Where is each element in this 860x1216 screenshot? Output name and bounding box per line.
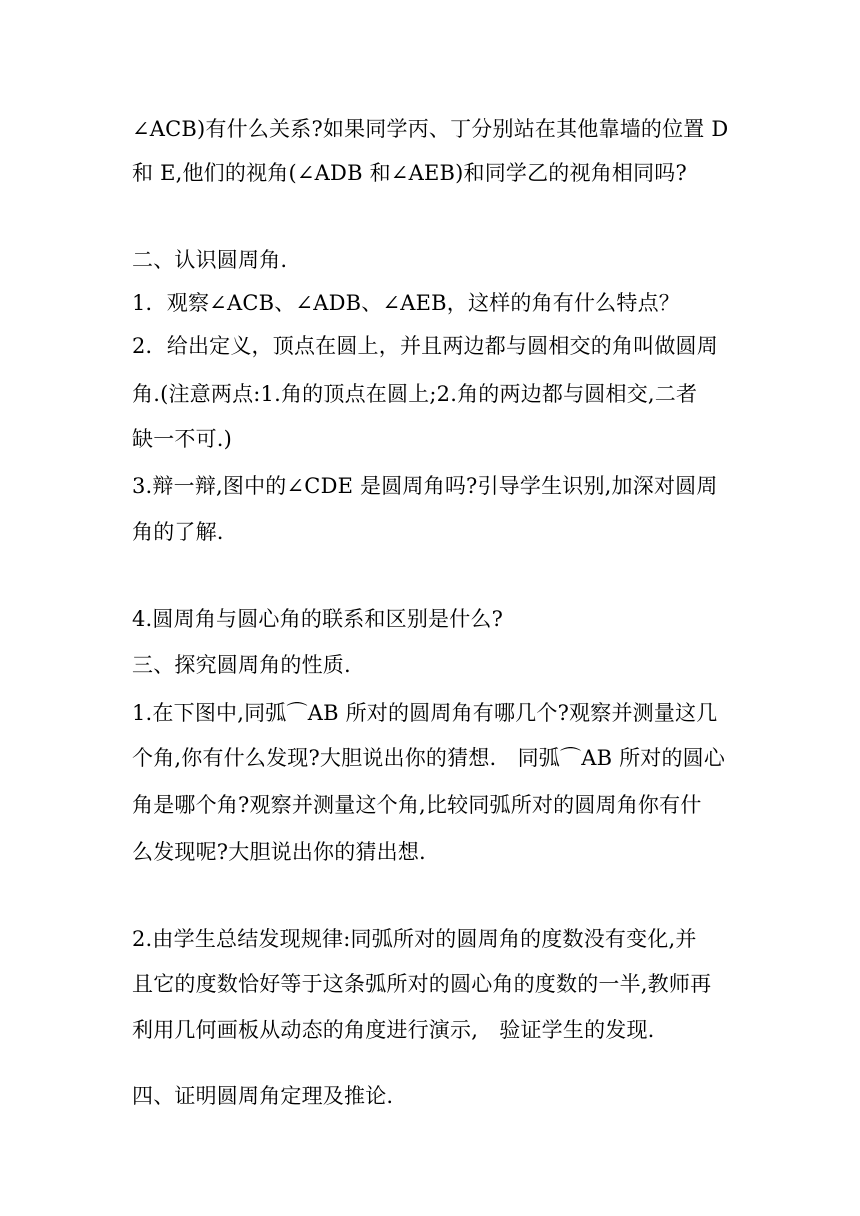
section-heading: 三、探究圆周角的性质. bbox=[132, 653, 351, 677]
section-heading: 二、认识圆周角. bbox=[132, 248, 288, 272]
text-line: ∠ACB)有什么关系?如果同学丙、丁分别站在其他靠墙的位置 D bbox=[132, 117, 729, 141]
text-line: 4.圆周角与圆心角的联系和区别是什么? bbox=[132, 607, 504, 631]
text-line: 1.在下图中,同弧⌒AB 所对的圆周角有哪几个?观察并测量这几 bbox=[132, 701, 718, 725]
text-line: 1．观察∠ACB、∠ADB、∠AEB，这样的角有什么特点？ bbox=[132, 291, 680, 315]
text-line: 2.由学生总结发现规律:同弧所对的圆周角的度数没有变化,并 bbox=[132, 927, 697, 951]
text-line: 角是哪个角?观察并测量这个角,比较同弧所对的圆周角你有什 bbox=[132, 793, 702, 817]
text-line: 角.(注意两点:1.角的顶点在圆上;2.角的两边都与圆相交,二者 bbox=[132, 382, 698, 406]
text-line: 利用几何画板从动态的角度进行演示, 验证学生的发现. bbox=[132, 1018, 655, 1042]
text-line: 缺一不可.) bbox=[132, 427, 233, 451]
text-line: 3.辩一辩,图中的∠CDE 是圆周角吗?引导学生识别,加深对圆周 bbox=[132, 474, 718, 498]
text-line: 么发现呢?大胆说出你的猜出想. bbox=[132, 840, 426, 864]
text-line: 个角,你有什么发现?大胆说出你的猜想. 同弧⌒AB 所对的圆心 bbox=[132, 746, 726, 770]
text-line: 2．给出定义，顶点在圆上，并且两边都与圆相交的角叫做圆周 bbox=[132, 334, 718, 358]
text-line: 和 E,他们的视角(∠ADB 和∠AEB)和同学乙的视角相同吗? bbox=[132, 161, 687, 185]
section-heading: 四、证明圆周角定理及推论. bbox=[132, 1084, 394, 1108]
text-line: 角的了解. bbox=[132, 520, 224, 544]
text-line: 且它的度数恰好等于这条弧所对的圆心角的度数的一半,教师再 bbox=[132, 972, 712, 996]
